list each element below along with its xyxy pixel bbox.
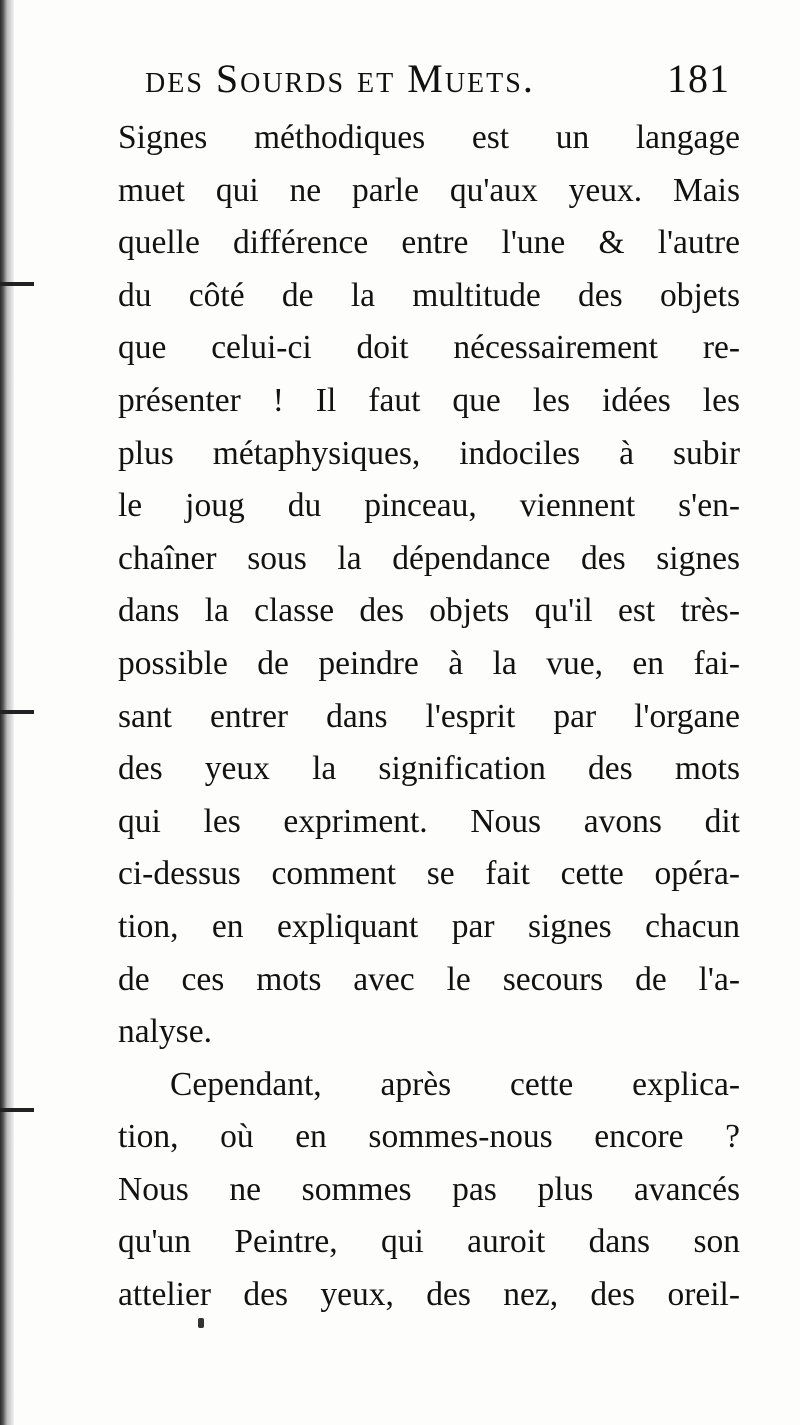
- text-line: attelier des yeux, des nez, des oreil-: [118, 1276, 740, 1314]
- text-line: tion, en expliquant par signes chacun: [118, 907, 740, 945]
- text-line: tion, où en sommes-nous encore ?: [118, 1118, 740, 1156]
- text-line: le joug du pinceau, viennent s'en-: [118, 487, 740, 525]
- text-line: chaîner sous la dépendance des signes: [118, 539, 740, 577]
- text-line: muet qui ne parle qu'aux yeux. Mais: [118, 171, 740, 209]
- text-line: de ces mots avec le secours de l'a-: [118, 960, 740, 998]
- running-title: des Sourds et Muets.: [145, 56, 535, 101]
- text-line: sant entrer dans l'esprit par l'organe: [118, 697, 740, 735]
- page-number: 181: [667, 56, 730, 101]
- text-line: que celui-ci doit nécessairement re-: [118, 329, 740, 367]
- text-line: nalyse.: [118, 1013, 212, 1051]
- text-line-paragraph-start: Cependant, après cette explica-: [170, 1065, 740, 1103]
- text-line: qu'un Peintre, qui auroit dans son: [118, 1223, 740, 1261]
- text-line: ci-dessus comment se fait cette opéra-: [118, 855, 740, 893]
- text-line: Signes méthodiques est un langage: [118, 119, 740, 156]
- ink-speck: [198, 1318, 204, 1328]
- text-line: des yeux la signification des mots: [118, 750, 740, 788]
- text-line: du côté de la multitude des objets: [118, 276, 740, 314]
- binding-tab-mark: [0, 710, 34, 714]
- text-line: plus métaphysiques, indociles à subir: [118, 434, 740, 472]
- body-text: [118, 112, 740, 1322]
- text-line: possible de peindre à la vue, en fai-: [118, 644, 740, 682]
- binding-tab-mark: [0, 282, 34, 286]
- binding-tab-mark: [0, 1108, 34, 1112]
- text-line: Nous ne sommes pas plus avancés: [118, 1170, 740, 1208]
- text-line: dans la classe des objets qu'il est très-: [118, 592, 740, 630]
- text-line: qui les expriment. Nous avons dit: [118, 802, 740, 840]
- text-line: quelle différence entre l'une & l'autre: [118, 224, 740, 262]
- text-line: présenter ! Il faut que les idées les: [118, 381, 740, 419]
- page-header: [145, 55, 730, 115]
